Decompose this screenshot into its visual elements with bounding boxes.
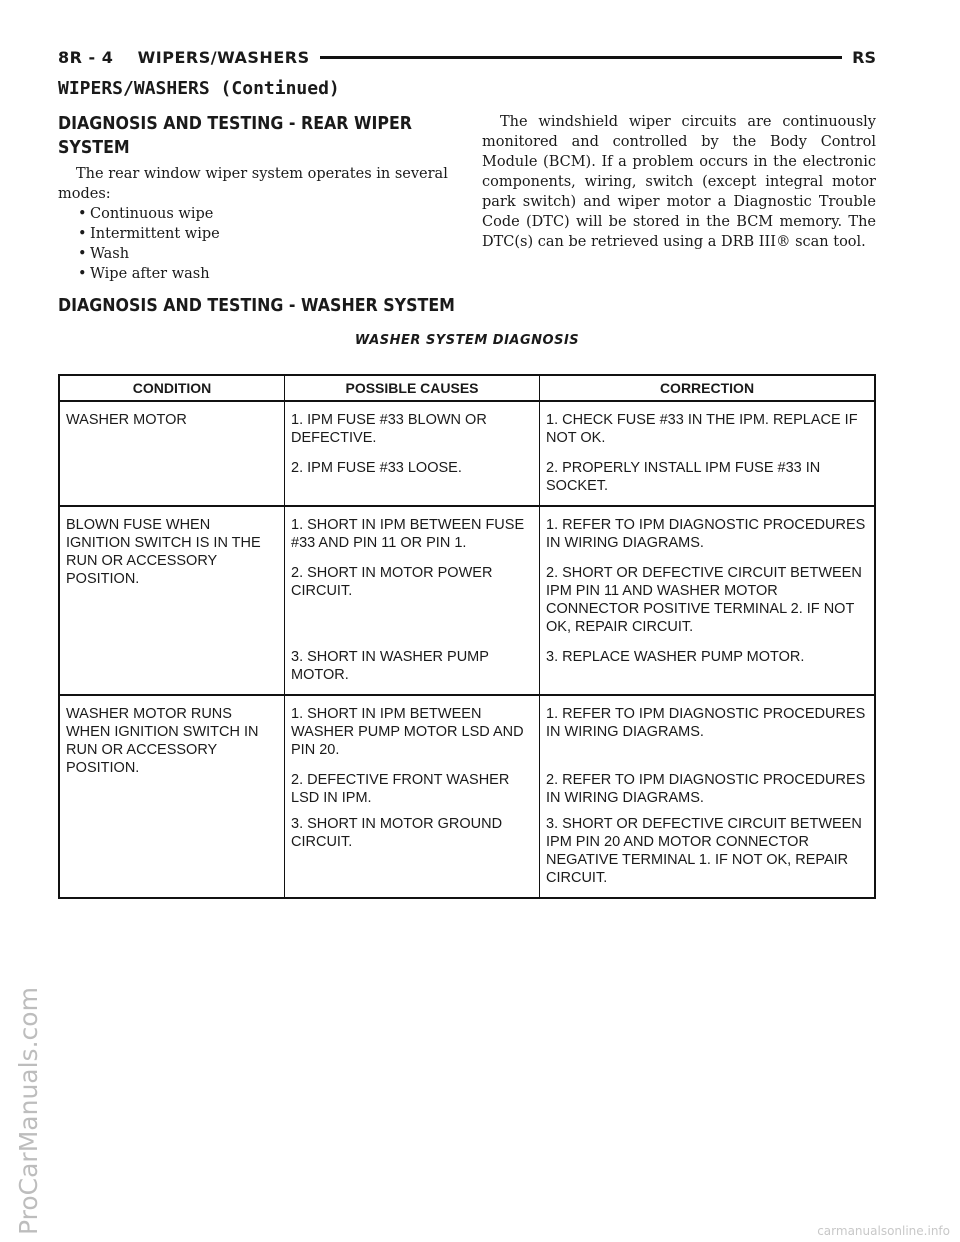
column-header-causes: POSSIBLE CAUSES: [285, 375, 540, 401]
correction-cell: 2. PROPERLY INSTALL IPM FUSE #33 IN SOCKET.: [540, 447, 876, 506]
watermark-text: ProCarManuals.com: [14, 987, 43, 1235]
footer-watermark: carmanualsonline.info: [817, 1224, 950, 1238]
rear-wiper-title-line2: SYSTEM: [58, 137, 130, 158]
rear-wiper-section: [58, 112, 458, 284]
correction-cell: 3. REPLACE WASHER PUMP MOTOR.: [540, 636, 876, 695]
correction-cell: 2. SHORT OR DEFECTIVE CIRCUIT BETWEEN IPM PIN 11 AND WASHER MOTOR CONNECTOR POSITIVE TERMINAL 2. IF NOT OK, REPAIR CIRCUIT.: [540, 552, 876, 636]
correction-cell: 3. SHORT OR DEFECTIVE CIRCUIT BETWEEN IPM PIN 20 AND MOTOR CONNECTOR NEGATIVE TERMINAL 1. IF NOT OK, REPAIR CIRCUIT.: [540, 807, 876, 898]
washer-section-title-wrap: [58, 294, 518, 318]
condition-cell: BLOWN FUSE WHEN IGNITION SWITCH IS IN THE RUN OR ACCESSORY POSITION.: [59, 506, 285, 695]
page-header: [58, 42, 876, 72]
bullet-icon: •: [78, 226, 87, 242]
bullet-icon: •: [78, 266, 87, 282]
cause-cell: 2. IPM FUSE #33 LOOSE.: [285, 447, 540, 506]
table-row: [59, 401, 875, 447]
list-item: • Wipe after wash: [78, 266, 210, 282]
table-header-row: [59, 375, 875, 401]
list-item: • Wash: [78, 246, 130, 262]
table-row: [59, 506, 875, 552]
column-header-correction: CORRECTION: [540, 375, 876, 401]
cause-cell: 2. DEFECTIVE FRONT WASHER LSD IN IPM.: [285, 759, 540, 807]
bullet-icon: •: [78, 246, 87, 262]
bcm-paragraph: The windshield wiper circuits are continuously monitored and controlled by the Body Control Module (BCM). If a problem occurs in the electronic components, wiring, switch (except integral motor park switch) and wiper motor a Diagnostic Trouble Code (DTC) will be stored in the BCM memory. The DTC(s) can be retrieved using a DRB III® scan tool.: [482, 114, 876, 250]
cause-cell: 1. SHORT IN IPM BETWEEN FUSE #33 AND PIN 11 OR PIN 1.: [285, 506, 540, 552]
list-item: • Continuous wipe: [78, 206, 214, 222]
bullet-icon: •: [78, 206, 87, 222]
cause-cell: 2. SHORT IN MOTOR POWER CIRCUIT.: [285, 552, 540, 636]
cause-cell: 3. SHORT IN WASHER PUMP MOTOR.: [285, 636, 540, 695]
washer-section-title: DIAGNOSIS AND TESTING - WASHER SYSTEM: [58, 295, 455, 316]
correction-cell: 1. REFER TO IPM DIAGNOSTIC PROCEDURES IN WIRING DIAGRAMS.: [540, 506, 876, 552]
cause-cell: 1. SHORT IN IPM BETWEEN WASHER PUMP MOTOR LSD AND PIN 20.: [285, 695, 540, 759]
header-section-label: 8R - 4 WIPERS/WASHERS: [58, 47, 310, 67]
table-row: [59, 695, 875, 759]
header-model-code: RS: [852, 47, 876, 67]
rear-wiper-intro: The rear window wiper system operates in several modes:: [58, 166, 448, 202]
rear-wiper-modes-list: [78, 204, 458, 284]
bcm-paragraph-column: [482, 108, 876, 252]
cause-cell: 3. SHORT IN MOTOR GROUND CIRCUIT.: [285, 807, 540, 898]
rear-wiper-title: [58, 112, 463, 160]
table-caption: WASHER SYSTEM DIAGNOSIS: [354, 333, 580, 348]
header-rule: [320, 56, 843, 59]
correction-cell: 2. REFER TO IPM DIAGNOSTIC PROCEDURES IN WIRING DIAGRAMS.: [540, 759, 876, 807]
correction-cell: 1. CHECK FUSE #33 IN THE IPM. REPLACE IF NOT OK.: [540, 401, 876, 447]
continued-heading: WIPERS/WASHERS (Continued): [58, 78, 340, 99]
correction-cell: 1. REFER TO IPM DIAGNOSTIC PROCEDURES IN WIRING DIAGRAMS.: [540, 695, 876, 759]
cause-cell: 1. IPM FUSE #33 BLOWN OR DEFECTIVE.: [285, 401, 540, 447]
washer-diagnosis-table: [58, 374, 876, 899]
list-item: • Intermittent wipe: [78, 226, 220, 242]
rear-wiper-title-line1: DIAGNOSIS AND TESTING - REAR WIPER: [58, 113, 413, 134]
condition-cell: WASHER MOTOR: [59, 401, 285, 506]
column-header-condition: CONDITION: [59, 375, 285, 401]
condition-cell: WASHER MOTOR RUNS WHEN IGNITION SWITCH IN RUN OR ACCESSORY POSITION.: [59, 695, 285, 898]
